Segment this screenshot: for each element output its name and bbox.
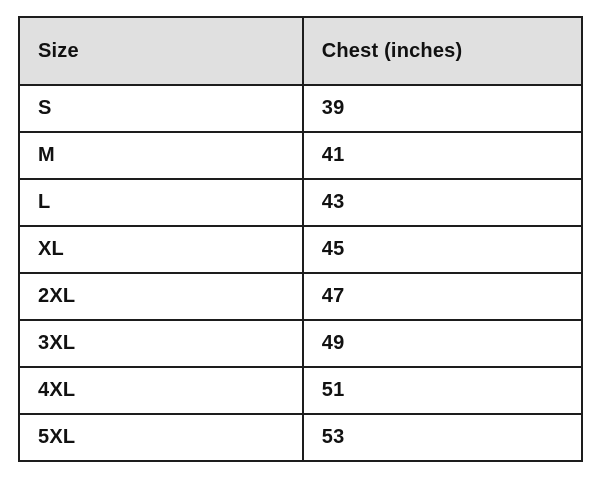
size-chart-header [19, 17, 582, 85]
chest-column-header: Chest (inches) [303, 17, 582, 85]
size-table-body [19, 85, 582, 461]
chest-cell: 39 [303, 85, 582, 132]
size-cell: L [19, 179, 303, 226]
size-cell: M [19, 132, 303, 179]
chest-cell: 47 [303, 273, 582, 320]
size-cell: 3XL [19, 320, 303, 367]
size-column-header: Size [19, 17, 303, 85]
chest-cell: 51 [303, 367, 582, 414]
table-row [19, 273, 582, 320]
table-row [19, 367, 582, 414]
size-cell: XL [19, 226, 303, 273]
table-row [19, 414, 582, 461]
chest-cell: 53 [303, 414, 582, 461]
chest-cell: 41 [303, 132, 582, 179]
size-chart-table-container [18, 16, 583, 462]
table-row [19, 132, 582, 179]
size-cell: 2XL [19, 273, 303, 320]
table-row [19, 320, 582, 367]
table-row [19, 179, 582, 226]
size-cell: 5XL [19, 414, 303, 461]
chest-cell: 49 [303, 320, 582, 367]
header-row [19, 17, 582, 85]
size-chart-table [18, 16, 583, 462]
chest-cell: 45 [303, 226, 582, 273]
table-row [19, 85, 582, 132]
table-row [19, 226, 582, 273]
size-cell: 4XL [19, 367, 303, 414]
chest-cell: 43 [303, 179, 582, 226]
size-cell: S [19, 85, 303, 132]
